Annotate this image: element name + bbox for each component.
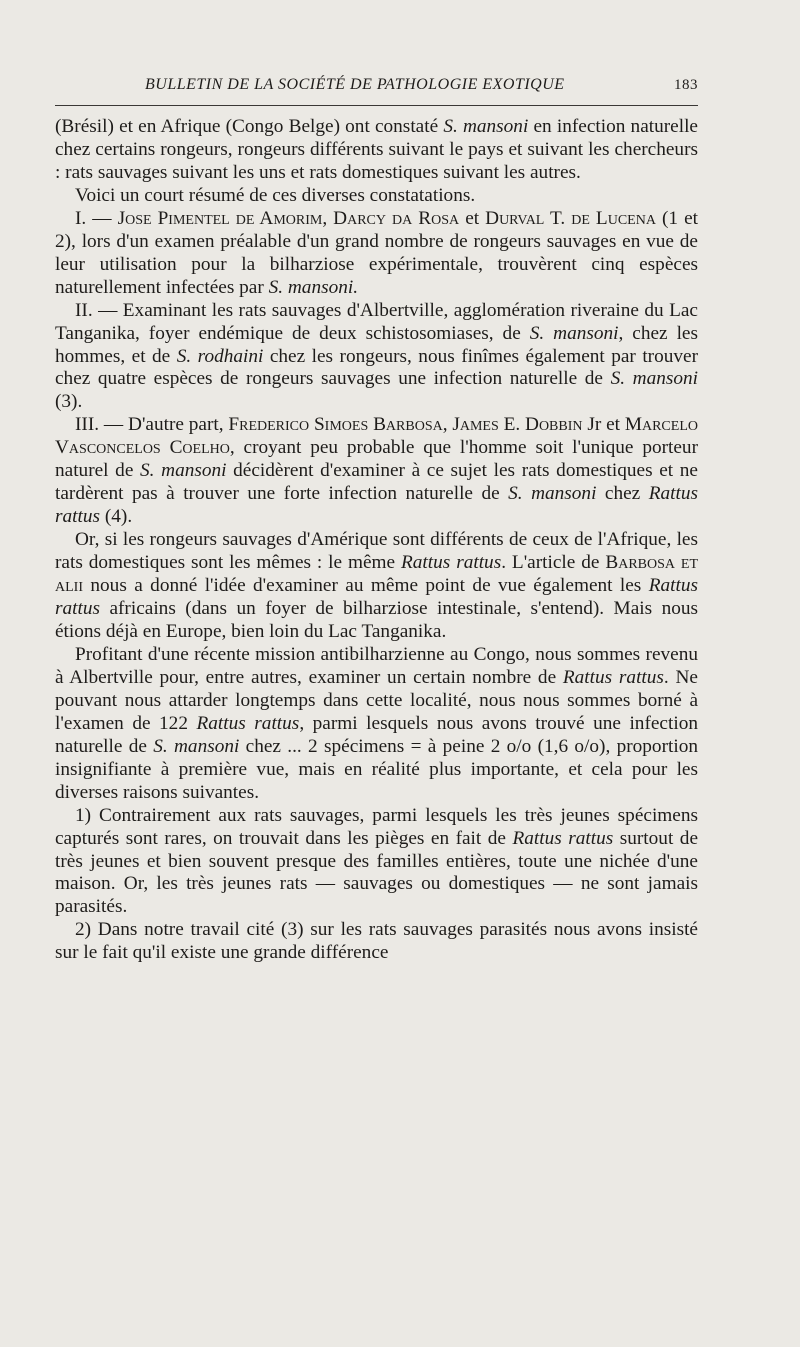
text-run: 2) Dans notre travail cité (3) sur les rats sauvages parasités nous avons insisté sur le fait qu'il existe une grande différence [55, 919, 698, 964]
italic-run: Rattus rattus [562, 666, 664, 688]
paragraph [55, 805, 698, 920]
italic-run: Rattus rattus [55, 575, 698, 620]
paragraph [55, 414, 698, 529]
italic-run: S. mansoni [153, 735, 240, 757]
text-run: surtout de très jeunes et bien souvent presque des familles entières, toute une nichée d'une maison. Or, les très jeunes rats — sauvages ou domestiques — ne sont jamais parasités. [55, 827, 698, 918]
italic-run: S. mansoni. [268, 276, 359, 298]
text-run: , chez les hommes, et de [55, 322, 698, 367]
text-run: Jr et [582, 414, 625, 436]
italic-run: Rattus rattus [196, 712, 300, 734]
journal-title: BULLETIN DE LA SOCIÉTÉ DE PATHOLOGIE EXOTIQUE [145, 76, 565, 93]
text-run: , croyant peu probable que l'homme soit l'unique porteur naturel de [55, 437, 698, 482]
paragraph [55, 644, 698, 805]
text-run: I. — [75, 207, 118, 229]
text-run: II. — Examinant les rats sauvages d'Albertville, agglomération riveraine du Lac Tanganika, foyer endémique de deux schistosomiases, de [55, 299, 698, 344]
italic-run: S. mansoni [140, 460, 227, 482]
author-names: Frederico Simoes Barbosa, James E. Dobbin [228, 414, 583, 436]
text-run: . L'article de [501, 552, 606, 574]
text-run: Or, si les rongeurs sauvages d'Amérique sont différents de ceux de l'Afrique, les rats domestiques sont les mêmes : le même [55, 529, 698, 574]
text-run: décidèrent d'examiner à ce sujet les rats domestiques et ne tardèrent pas à trouver une forte infection naturelle de [55, 460, 698, 505]
author-names: Barbosa et alii [55, 552, 699, 597]
text-run: nous a donné l'idée d'examiner au même point de vue également les [83, 575, 649, 597]
text-run: (Brésil) et en Afrique (Congo Belge) ont constaté [55, 116, 444, 137]
text-run: chez les rongeurs, nous finîmes également par trouver chez quatre espèces de rongeurs sauvages une infection naturelle de [55, 345, 698, 390]
italic-run: Rattus rattus [55, 483, 698, 528]
text-run: africains (dans un foyer de bilharziose intestinale, s'entend). Mais nous étions déjà en Europe, bien loin du Lac Tanganika. [55, 598, 698, 642]
italic-run: Rattus rattus [401, 552, 502, 574]
text-run: (4). [100, 506, 133, 528]
author-names: Durval T. de Lucena [485, 207, 656, 229]
text-run: en infection naturelle chez certains rongeurs, rongeurs différents suivant le pays et suivant les chercheurs : rats sauvages suivant les uns et rats domestiques suivant les autres. [55, 116, 698, 183]
text-run: , parmi lesquels nous avons trouvé une infection naturelle de [55, 712, 698, 757]
body-text [55, 116, 698, 965]
paragraph [55, 116, 698, 185]
text-run: chez [596, 483, 649, 505]
text-run: (1 et 2), lors d'un examen préalable d'un grand nombre de rongeurs sauvages en vue de leur utilisation pour la bilharziose expérimentale, trouvèrent cinq espèces naturellement infectées par [55, 207, 698, 298]
text-run: et [459, 207, 486, 229]
text-run: Profitant d'une récente mission antibilharzienne au Congo, nous sommes revenu à Albertville pour, entre autres, examiner un certain nombre de [55, 643, 698, 688]
header-rule [55, 105, 698, 106]
paragraph [55, 919, 698, 965]
text-run: (3). [55, 391, 83, 413]
author-names: Jose Pimentel de Amorim, Darcy da Rosa [117, 207, 460, 229]
text-run: III. — D'autre part, [75, 414, 229, 436]
paragraph [55, 529, 698, 644]
text-run: . Ne pouvant nous attarder longtemps dans cette localité, nous nous sommes borné à l'examen de 122 [55, 666, 698, 734]
text-run: 1) Contrairement aux rats sauvages, parmi lesquels les très jeunes spécimens capturés sont rares, on trouvait dans les pièges en fait de [55, 804, 698, 849]
italic-run: S. mansoni [443, 116, 529, 137]
italic-run: S. mansoni [610, 368, 698, 390]
author-names: Marcelo Vasconcelos Coelho [55, 414, 698, 459]
italic-run: Rattus rattus [512, 827, 614, 849]
paragraph [55, 300, 698, 415]
page-number: 183 [674, 77, 698, 93]
text-run: Voici un court résumé de ces diverses constatations. [75, 184, 476, 206]
italic-run: S. mansoni [508, 483, 597, 505]
italic-run: S. rodhaini [176, 345, 264, 367]
paragraph [55, 208, 698, 300]
running-header [55, 76, 698, 100]
paragraph [55, 185, 698, 208]
text-run: chez ... 2 spécimens = à peine 2 o/o (1,6 o/o), proportion insignifiante à première vue, mais en réalité plus importante, et cela pour les diverses raisons suivantes. [55, 735, 698, 803]
italic-run: S. mansoni [529, 322, 619, 344]
